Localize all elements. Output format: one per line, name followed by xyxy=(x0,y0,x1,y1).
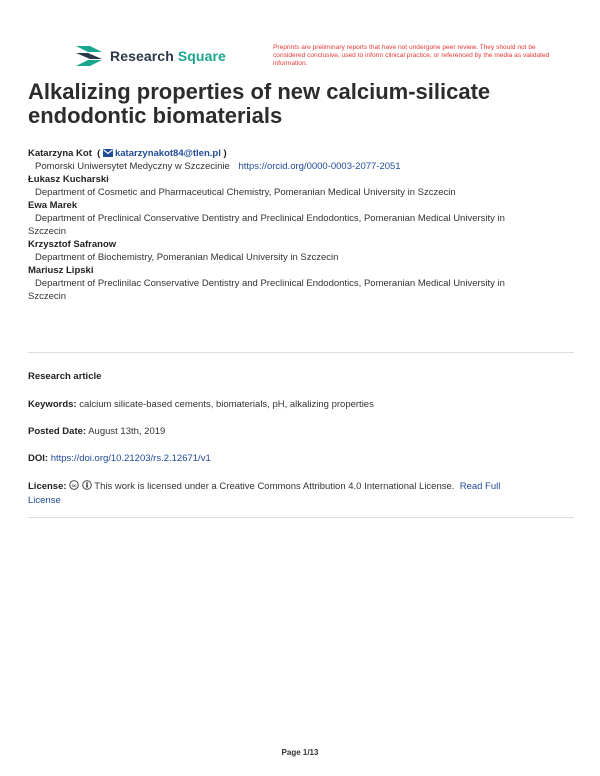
author-email-link[interactable]: katarzynakot84@tlen.pl xyxy=(114,148,221,159)
divider-top xyxy=(28,352,574,353)
author-2 xyxy=(28,173,576,199)
license-text: This work is licensed under a Creative Commons Attribution 4.0 International License. xyxy=(94,481,455,492)
keywords-value: calcium silicate-based cements, biomaterials, pH, alkalizing properties xyxy=(79,399,374,410)
author-3 xyxy=(28,199,576,238)
keywords-label: Keywords: xyxy=(28,399,77,410)
logo-research: Research xyxy=(110,48,174,64)
author-name: Ewa Marek xyxy=(28,200,78,211)
preprint-notice: Preprints are preliminary reports that have not undergone peer review. They should not be considered conclusive, used to inform clinical practice, or referenced by the media as validated information. xyxy=(273,44,550,68)
posted-date-value: August 13th, 2019 xyxy=(88,426,166,437)
author-4 xyxy=(28,238,576,264)
doi-row xyxy=(28,452,576,466)
mail-icon xyxy=(103,149,113,157)
author-name: Krzysztof Safranow xyxy=(28,239,117,250)
research-square-logo-icon xyxy=(76,46,102,66)
research-square-logo[interactable] xyxy=(76,46,226,66)
license-label: License: xyxy=(28,481,67,492)
read-full-license-link[interactable]: Read Full xyxy=(459,481,501,492)
doi-link[interactable]: https://doi.org/10.21203/rs.2.12671/v1 xyxy=(50,453,211,464)
keywords-row xyxy=(28,398,576,412)
logo-text xyxy=(110,48,226,64)
posted-date-row xyxy=(28,425,576,439)
author-1: Katarzyna Kot ( katarzynakot84@tlen.pl ) Pomorski Uniwersytet Medyczny w Szczecinie https://orcid.org/0000-0003-2077-2051 xyxy=(28,148,401,172)
orcid-link[interactable]: https://orcid.org/0000-0003-2077-2051 xyxy=(238,161,401,172)
license-row xyxy=(28,480,576,508)
attribution-icon xyxy=(82,480,92,490)
author-list xyxy=(28,147,576,303)
author-affiliation: Department of Preclinilac Conservative Dentistry and Preclinical Endodontics, Pomeranian Medical University in xyxy=(35,278,505,289)
author-name: Katarzyna Kot xyxy=(28,148,92,159)
read-full-license-link-cont[interactable]: License xyxy=(28,495,61,506)
page-number: Page 1/13 xyxy=(281,748,319,757)
author-affiliation: Department of Cosmetic and Pharmaceutical Chemistry, Pomeranian Medical University in Szczecin xyxy=(35,187,456,198)
author-affiliation-cont: Szczecin xyxy=(28,226,67,237)
cc-icon xyxy=(69,480,79,490)
author-affiliation: Department of Biochemistry, Pomeranian Medical University in Szczecin xyxy=(35,252,339,263)
article-type: Research article xyxy=(28,371,102,382)
logo-square: Square xyxy=(177,48,226,64)
posted-date-label: Posted Date: xyxy=(28,426,87,437)
paper-title: Alkalizing properties of new calcium-silicate endodontic biomaterials xyxy=(28,79,491,128)
author-affiliation: Department of Preclinical Conservative Dentistry and Preclinical Endodontics, Pomeranian Medical University in xyxy=(35,213,505,224)
doi-label: DOI: xyxy=(28,453,49,464)
author-name: Mariusz Lipski xyxy=(28,265,94,276)
divider-bottom xyxy=(28,517,574,518)
author-affiliation: Pomorski Uniwersytet Medyczny w Szczecinie xyxy=(35,161,230,172)
author-affiliation-cont: Szczecin xyxy=(28,291,67,302)
author-name: Łukasz Kucharski xyxy=(28,174,109,185)
page-header xyxy=(0,0,600,80)
author-5 xyxy=(28,264,576,303)
svg-text:cc: cc xyxy=(71,482,77,488)
